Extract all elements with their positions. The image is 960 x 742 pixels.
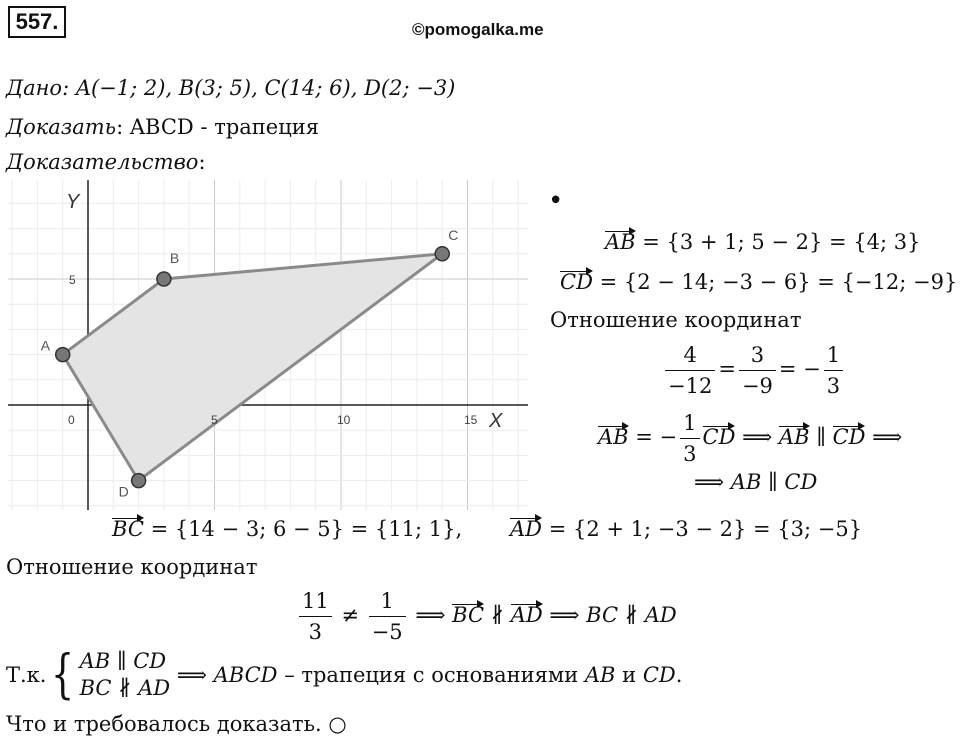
- cd-equation: = {2 − 14; −3 − 6} = {−12; −9}: [592, 270, 958, 294]
- fraction-1-neg5: $\frac{1}{-5}$: [369, 586, 406, 647]
- problem-number: 557.: [8, 6, 66, 38]
- fraction-11-3: $\frac{11}{3}$: [299, 586, 332, 647]
- conclusion-line: Т.к.{ AB ∥ CD BC ∦ AD ⟹ ABCD – трапеция с основаниями AB и CD.: [6, 645, 683, 705]
- point-C: [435, 247, 449, 261]
- cd-vector-line: [560, 270, 957, 294]
- given-line: [6, 76, 455, 100]
- watermark-brand: ©pomogalka.me: [412, 20, 544, 39]
- condition-system: AB ∥ CD BC ∦ AD: [79, 649, 171, 700]
- fraction-3-9: $\frac{3}{-9}$: [739, 340, 776, 401]
- ab-equation: = {3 + 1; 5 − 2} = {4; 3}: [635, 230, 921, 254]
- proof-label: Доказательство: [6, 150, 199, 174]
- qed-line: Что и требовалось доказать. ○: [6, 712, 347, 736]
- bc-vector-line: BC = {14 − 3; 6 − 5} = {11; 1},: [112, 517, 463, 541]
- prove-text: : ABCD - трапеция: [116, 115, 319, 139]
- point-label-D: D: [118, 483, 129, 500]
- bullet: •: [548, 186, 564, 216]
- coordinate-graph: [8, 180, 528, 510]
- given-text: : A(−1; 2), B(3; 5), C(14; 6), D(2; −3): [62, 76, 456, 100]
- y-tick-5: 5: [69, 273, 76, 287]
- fraction-1-3: $\frac{1}{3}$: [824, 340, 843, 401]
- prove-line: [6, 115, 319, 139]
- y-axis-label: Y: [66, 191, 80, 213]
- given-label: Дано: [6, 76, 63, 100]
- ab-vector: AB: [605, 230, 636, 254]
- parallel-conclusion: ⟹ AB ∥ CD: [694, 470, 818, 494]
- ad-vector-line: AD = {2 + 1; −3 − 2} = {3; −5}: [510, 517, 863, 541]
- relation-line: AB = − $\frac{1}{3}$ CD ⟹ AB ∥ CD ⟹: [598, 408, 902, 469]
- point-D: [132, 474, 146, 488]
- bottom-ratio-line: $\frac{11}{3}$ ≠ $\frac{1}{-5}$ ⟹ BC ∦ AD ⟹ BC ∦ AD: [296, 586, 677, 647]
- x-axis-label: X: [489, 410, 503, 432]
- ab-vector-line: [605, 230, 921, 254]
- prove-label: Доказать: [6, 115, 117, 139]
- fraction-1-3-rel: $\frac{1}{3}$: [680, 408, 699, 469]
- cd-vector: CD: [560, 270, 593, 294]
- ratio-title-bottom: Отношение координат: [6, 555, 258, 579]
- ratio-title-right: Отношение координат: [550, 308, 802, 332]
- point-label-A: A: [40, 337, 51, 354]
- trapezoid-shape: [63, 254, 443, 481]
- ratio-fractions-right: $\frac{4}{-12}$ = $\frac{3}{-9}$ = − $\frac{1}{3}$: [662, 340, 846, 401]
- proof-colon: :: [198, 150, 206, 174]
- point-label-C: C: [448, 226, 459, 243]
- x-tick-5: 5: [211, 413, 218, 427]
- x-tick-0: 0: [68, 413, 75, 427]
- proof-line: [6, 150, 206, 174]
- point-label-B: B: [169, 250, 180, 266]
- fraction-4-12: $\frac{4}{-12}$: [665, 340, 715, 401]
- point-A: [56, 348, 70, 362]
- x-tick-15: 15: [464, 413, 478, 427]
- point-B: [157, 272, 171, 286]
- x-tick-10: 10: [337, 413, 351, 427]
